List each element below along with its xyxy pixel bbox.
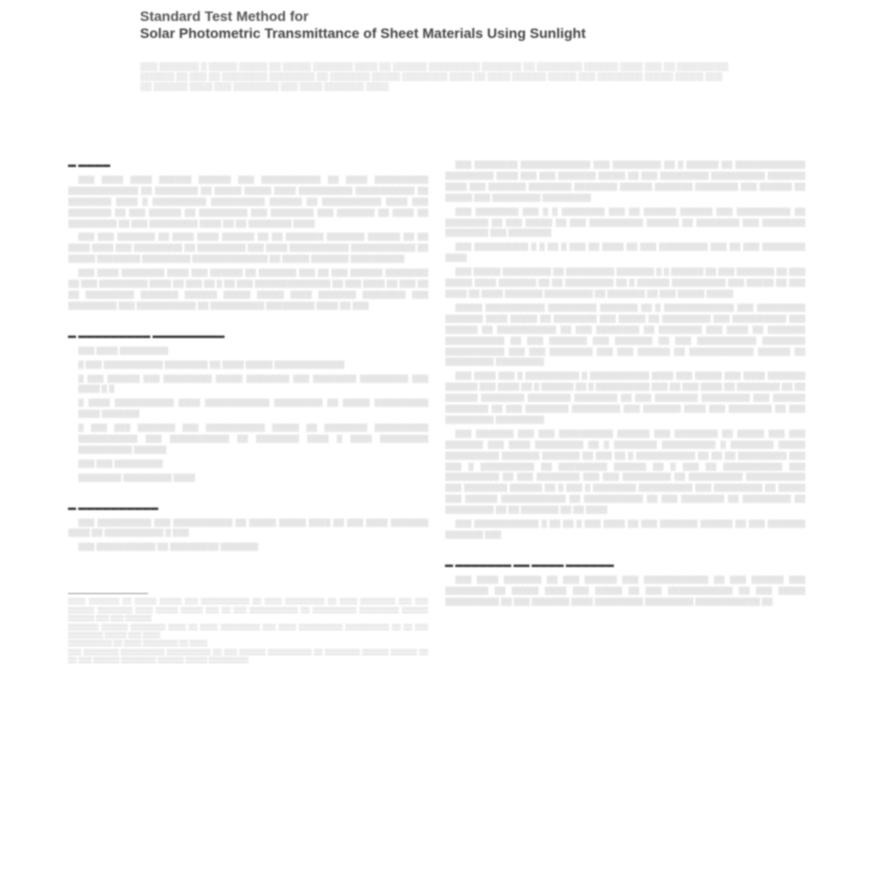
paragraph: ░░░ ░░░░░░░ ░░░ ░░░ ░░░░░░░░░░ ░░░░░░ ░░░ ░░░░░░░░ ░░ ░░░░░ ░░░ ░░░ ░░░░░░░ ░░░ ░░░░ ░░░░░░░░░ ░░ ░ ░░░░░░░░ ░░░░░░░░░░ ░ ░░░░░░░░ ░░░░░ ░░░░░░░░░░ ░░░░░░░ ░░░░░░░ ░░ ░░░ ░░ ░ ░░░░░░░░░░░ ░░ ░░ ░░ ░░░░░░░░░ ░░░ ░░░ ░ ░░░░░░░░░░ ░░ ░░░░░░░░░ ░░░░░░ ░░ ░ ░░░ ░░ ░░░░░░░░░░░ ░░░ ░░░░░░░░░░ ░░ ░░░ ░░░░░░░░ ░░░ ░░░ ░░░░░░░░░ ░░ ░░░░░░░░░░ ░░░░░░░░░░░ ░░░ ░░░░░░░░ ░░░░░░ ░░ ░ ░░░ ░ ░░░░░░░░ ░░░░░░░░░░ ░░░ ░░░░░░░░░ ░░ ░░░░░ ░░░ ░░░░░░ ░░░░░░░░░░░░ ░░ ░░░░░░░░░░░ ░░ ░░░ ░░░░░░░░ ░░ ░░░░░░░░░ ░░ ░░░░░░░░░ ░░ ░░ ░░░░░░░ ░░ ░░ ░░░░ xyxy=(445,428,805,515)
reference-item: ░ ░░░░ ░░░░░░░░░░░ ░░░░ ░░░░░░░░░░░░ ░░░░░░░░░ ░░ ░░░░░ ░░░░░░░░░░ ░░░░ ░░░░░░░ xyxy=(78,398,428,419)
paragraph: ░░░ ░░░░ ░░░░ ░░░░░░ ░░░░░░ ░░░ ░░░░░░░░░░░ ░░ ░░░░ ░░░░░░░░░░ ░░░░░░░░░░░░░ ░░ ░░░░░░░░ ░░ ░░░░░ ░░░░░ ░░░░ ░░░░░░░░░░ ░░░░░░░░░░░ ░░ ░░░░░░░░ ░░░░ ░ ░░░░░░░░░░ ░░░░░░░░░░ ░░░░░░ ░░ ░░░░░░░░░░░ ░░░░ ░░░ ░░░░░░░░ ░░ ░░░ ░░░░░░ ░░ ░░░░░░░░░ ░░░ ░░░░░░░░ ░░░ ░░░░░░░ ░░ ░░░░ ░░ ░░░░░░░░░ ░░ ░░░ ░░░░░░░░░ ░░░░ ░░ ░░ ░░░░░░░░ ░░░░ xyxy=(68,174,428,228)
reference-item: ░░░ ░░░ ░░░░░░░░░ xyxy=(78,458,163,468)
right-column xyxy=(445,160,805,611)
paragraph: ░░░ ░░░░ ░░░░░░░ ░░ ░░░ ░░░░░░ ░░░ ░░░░░░░░░░░░ ░░ ░░░ ░░░░░░ ░░░ ░░░░░░░░ ░░ ░░░░░ ░░░░ ░░░ ░░░░░ ░░ ░░░ ░░░░░░░░░░░░ ░░ ░░░ ░░░░░ ░░░░░░░░░░ ░░ ░░░ ░░░░░░░ ░░░░ ░░░░░░░░░ ░░░░░░░░░ ░░░░░░░░░░░░ ░░ xyxy=(445,574,805,606)
paragraph: ░░░░░ ░░░░░░░░░░░ ░░░░░░░░░ ░░░░░░░ ░░ ░ ░░░░░░░░░░░░░ ░░░ ░░░░░░░░░ ░░░░░░░ ░░░░ ░░░░░ ░░ ░░░░░░░░ ░░░ ░░░░░ ░░ ░░░░░░░░░ ░░░ ░░░░░░░░░░ ░░░ ░░░░░░ ░░ ░░░░░░░░░░░ ░░ ░░░ ░░░░░░░░ ░░ ░░░░░░░░ ░░░ ░░░░ ░░ ░░░░░░░ ░░░░░░░░░░░ ░░ ░░░ ░░░░░░░ ░░░ ░░░░░░░ ░░ ░░░ ░░░░░░░░░░░ ░░░░░░░░ ░░░░░░░░░░░ ░░░ ░░░ ░░░░░░░░ ░░░ ░░░ ░░░░░░ ░░ ░░░░░░░░░░░░ ░░░░░░ ░░ ░░░░░░░░░ ░░░░░░░░░ xyxy=(445,302,805,367)
reference-item: ░ ░░░ ░░░░░░░░░░░ ░░░░░░░░ ░░ ░░░░ ░░░░░ ░░░░░░░░░░░░░ xyxy=(78,359,345,369)
paragraph: ░░░ ░░░░░ ░░░░░░░░░ ░░ ░░░░░░░░░ ░░░░░░░ ░ ░ ░░░░░░ ░░ ░░░ ░░░░░░░ ░░ ░░░ ░░░░░ ░░░░ ░░░░░░░ ░░ ░░ ░░░░░░░░░ ░░ ░ ░░░░░░ ░░░░░░░░░░ ░░░ ░░░░░ ░░ ░░░ ░░░░ ░░ ░░░░ ░░░░░░░ ░░░░░░░░░ ░░ ░░░░░░░ ░░ ░░░ ░░░░░ ░░░░░ xyxy=(445,267,805,298)
paragraph: ░░░ ░░░░░░░░ ░░░░░░░░░░░░░ ░░░ ░░░░░░░░░ ░░ ░ ░░░░░░ ░░ ░░░░░░░░░░░░░ ░░░░░░░░░ ░░░░ ░░░ ░░░ ░░░░░░░ ░░░░░ ░░ ░░░ ░░░░░░░░░ ░░░░░░░░░░ ░░░░░░░ ░░░░ ░░░ ░░░░░░░ ░░░░░░░░ ░░░░░░░░ ░░░░░░ ░░░░░░░ ░░░░░░░░ ░░░ ░░░░░░ ░░ ░░░░░ ░░░ ░░░░░░░░░ ░░░░░░░░░ xyxy=(445,160,805,202)
section-heading: ▬ ▬▬▬▬ xyxy=(68,160,111,169)
document-header xyxy=(140,8,760,92)
footnote-rule xyxy=(68,593,148,594)
paragraph: ░░░ ░░░░ ░░░ ░ ░░░░░░░░░░ ░ ░░░░░░░░░░░ ░░░░ ░░░ ░░░░░ ░░░ ░░░░ ░░░░░░░ ░░░░░░ ░░░ ░░░░ ░░ ░ ░░░░░░ ░░ ░ ░░░░░░░░░░ ░░░ ░░ ░░░ ░░░░ ░░ ░░░░░░░░ ░░ ░░ ░░░░░░ ░░░░░░░░ ░░░░░░░░ ░░░░░░░░ ░░ ░░░ ░░░░░░░░ ░░░░░░░░░ ░░░ ░░░░░░ ░░░░░░░░ ░░ ░░░ ░░░░░░░░ ░░░░░░░░░ ░░░ ░░░░░░░ ░░░░ ░░░ ░░░░░░░░ ░░ ░░░ ░░░░░░░░░ ░░░░░░░░░ xyxy=(445,371,805,424)
title-line-1: Standard Test Method for xyxy=(140,8,309,24)
reference-item: ░ ░░░ ░░░ ░░░░░░░ ░░░ ░░░░░░░░░░░ ░░░░░ ░░ ░░░░░░░░ ░░░░░░░░░░ ░░░░░░░░░░░ ░░░ ░░░░░░░░░░░ ░░ ░░░░░░░░ ░░░░ ░ ░░░░ ░░░░░░░░░ ░░░░░░░░░░ ░░░░░░ xyxy=(78,423,428,454)
paragraph: ░░░ ░░░░░░░░░░ ░ ░ ░░ ░ ░░░ ░░ ░░░░ ░░ ░░░ ░░░░░░░░░ ░░░ ░░ ░░░ ░░░░░░░░ ░░░░ xyxy=(445,242,805,263)
paragraph: ░░░ ░░░░░░░░░░░░ ░ ░░ ░░ ░ ░░░ ░░░░ ░░ ░░░ ░░░░░░░ ░░░░░░ ░░ ░░░ ░░░░░░░ ░░░░░░░ ░░░ xyxy=(445,519,805,539)
paragraph: ░░░ ░░░░░░░░░░░ ░░ ░░░░░░░░░ ░░░░░░░ xyxy=(78,542,258,552)
reference-item: ░░░░░░░░ ░░░░░░░░░ ░░░░ xyxy=(78,472,195,482)
paragraph: ░░░ ░░░░░░░░░░ ░░░ ░░░░░░░░░░░ ░░ ░░░░░ ░░░░░ ░░░░ ░░ ░░░ ░░░░ ░░░░░░░ ░░░░ ░░ ░░░░░░░░░░░ ░ ░░░ xyxy=(68,517,428,538)
left-column xyxy=(68,160,428,666)
title-line-2: Solar Photometric Transmittance of Sheet Materials Using Sunlight xyxy=(140,25,586,41)
reference-item: ░░░ ░░░░ ░░░░░░░░░ xyxy=(78,345,168,355)
reference-item: ░ ░░░ ░░░░░░ ░░░ ░░░░░░░░░ ░░░░░ ░░░░░░░░ ░░░ ░░░░░░░░ ░░░░░░░░░ ░░░ ░░░░ ░ ░ xyxy=(78,373,428,394)
byline: ░░░ ░░░░░░░ ░ ░░░░░ ░░░░░ ░░ ░░░░░ ░░░░░░░ ░░░░ ░░ ░░░░░░ ░░░░░░░░░ ░░░░░░░ ░░ ░░░░░░░░ ░░░░░░ ░░░░ ░░░ ░░ ░░░░░░░░░ ░░░░░░ ░░ ░░░ ░░ ░░░░░░░░ ░░░░░░░░ ░░ ░░░░░░░ ░░░░░ ░░░░░░░░ ░░░░ ░░ ░░░░ ░░░░░░ ░░░░░ ░░░ ░░░░░░░░ ░░░░░ ░░░░░ ░░░ ░░ ░░░░░░ ░░░░ ░░░ ░░░░░░░░ ░░░ ░░░░ ░░░░░░░ ░░░░ xyxy=(140,62,728,91)
section-heading: ▬ ▬▬▬▬▬▬▬ ▬▬ ▬▬▬▬ ▬▬▬▬▬▬ xyxy=(445,559,614,569)
paragraph: ░░░ ░░░░ ░░░░░░░░ ░░░░ ░░░ ░░░░░░ ░░ ░░░░░░░ ░░░ ░░ ░░░ ░░░░░░ ░░░░░░░░ ░░ ░░░ ░░░░░░░░░ ░░░░ ░░ ░░░ ░░ ░ ░░ ░░░ ░░░░░░░░░░░░░░ ░░ ░░░ ░░░░ ░░ ░░░ ░░ ░░ ░░░░░░░░░ ░░░░░░░ ░░░░░░ ░░░░░ ░░░░░ ░░░░ ░░░░░░░ ░░░░░░░░ ░░░ ░░░░░░░░░ ░░░ ░░░░░░░░░░░ ░░ ░░░░░░░░░░ ░░░░░░░░░ ░░░░ ░░ ░░░ xyxy=(68,268,428,310)
section-heading: ▬ ▬▬▬▬▬▬▬▬▬▬ xyxy=(68,502,159,512)
paragraph: ░░░ ░░░░░░░░ ░░░ ░ ░ ░░░░░░░░ ░░░ ░░ ░░░░░░ ░░░░░░ ░░░ ░░░░░░░░░░ ░░ ░░░░░░░░ ░░ ░░░ ░░░░░ ░░ ░░░ ░░░░░░░░░░ ░░░░░░ ░░ ░░░░░░░░ ░░░ ░░░░░░░░ ░░░░░░░░ ░░░ ░░░░░░░░ xyxy=(445,206,805,238)
paragraph: ░░░ ░░░ ░░░░░░░ ░░ ░░░░ ░░░░ ░░░░░░ ░░ ░░ ░░░░░░░ ░░░░░░░ ░░░░░░ ░░ ░░ ░░░░ ░░░░ ░░░ ░░░░░░░░░ ░░ ░░░░░░░░░ ░░░ ░░░░ ░░░░░░░░░░░ ░░░░░░░░░░░░ ░░ ░░░░░ ░░░░░░░░ ░░░░░░░░░ ░░░░░░░░░░░░░░ ░░ ░░░░░ ░░░░░░░ ░░░░░░░░░░ xyxy=(68,232,428,264)
footnotes: ░░░░ ░░░░░░░ ░░ ░░░░░ ░░░░░ ░░░ ░░░░░░░░░░░ ░░ ░░░░ ░░░░░░░░░ ░░ ░░░░ ░░░░░░░░ ░░░ ░░░ ░░░░░░ ░░░░░░░░ ░░░░ ░░░░░ ░░░░░ ░░░ ░░ ░░░ ░░░░░░░░░░░ ░░ ░░░░░░░░░░ ░░░░░░░░░ ░░░░░░ ░░░░░░ ░░░ ░░░ ░░░░░░ ░░░░░░░ ░░░░░░ ░░░░░░░░ ░░░░ ░░ ░░░░ ░░░░░░░░░ ░░░ ░░░░ ░░░░░░░░░░ ░░░░░░░░░░ ░░ ░░ ░░░ ░░░░░░░░ ░░░░░ ░░░ ░░░░ ░░░░░░░░░░ ░░ ░░░░ ░░░░░░░░ ░░ ░░░░ ░░░ ░░░░░░░░ ░░░░░░░░░░ ░░░░░░░░░░ ░░ ░░░ ░░░░░░ ░░░░░░░░░░ ░░ ░░░░░░░░ ░░░░░░ ░░░░░░ ░░ ░░ ░░░ ░░░░░░ ░░░░░░░░ ░░░░░░ ░░░░░ ░░░░░░░░░ xyxy=(68,598,428,665)
section-heading: ▬ ▬▬▬▬▬▬▬▬▬ ▬▬▬▬▬▬▬▬▬ xyxy=(68,330,225,340)
